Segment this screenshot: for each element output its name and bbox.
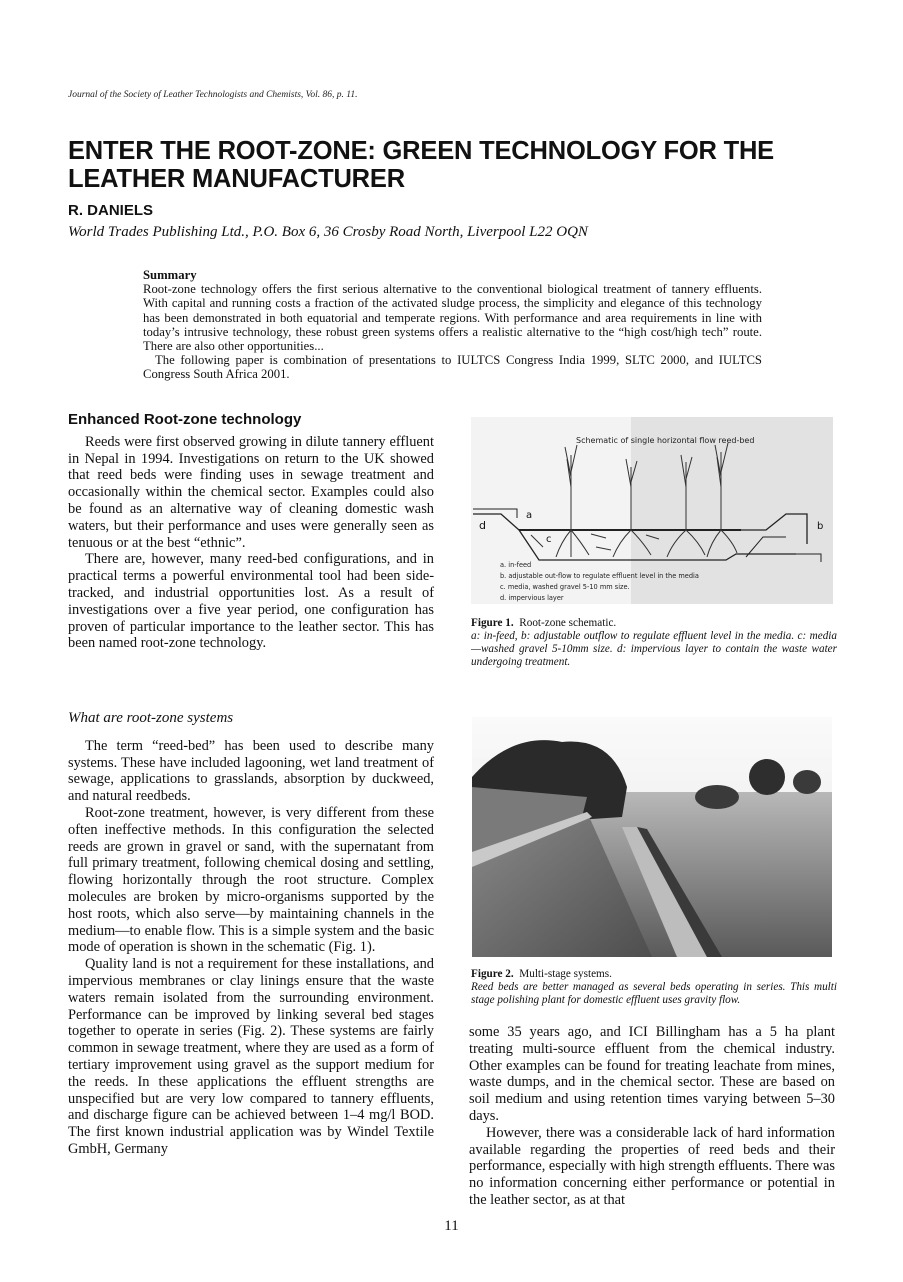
author-name: R. DANIELS <box>68 202 154 219</box>
journal-citation: Journal of the Society of Leather Technologists and Chemists, Vol. 86, p. 11. <box>68 90 358 100</box>
figure-2-caption <box>471 968 837 1007</box>
legend-item: b. adjustable out-flow to regulate effluent level in the media <box>500 572 699 580</box>
page-number: 11 <box>444 1218 459 1234</box>
left-column-section2 <box>68 710 434 1158</box>
section-heading-enhanced-root-zone: Enhanced Root-zone technology <box>68 411 302 428</box>
figure-description: Reed beds are better managed as several beds operating in series. This multi stage polishing plant for domestic effluent uses gravity flow. <box>471 981 837 1006</box>
svg-text:b: b <box>817 521 824 532</box>
reed-bed-landscape-photo <box>472 717 832 957</box>
figure-label: Figure 2. <box>471 968 514 980</box>
summary-paragraph: The following paper is combination of presentations to IULTCS Congress India 1999, SLTC 2000, and IULTCS Congress South Africa 2001. <box>143 353 762 382</box>
legend-item: d. impervious layer <box>500 594 564 602</box>
legend-item: c. media, washed gravel 5-10 mm size. <box>500 583 630 591</box>
figure-label: Figure 1. <box>471 617 514 629</box>
body-paragraph: Quality land is not a requirement for these installations, and impervious membranes or clay linings ensure that the waste waters remain isolated from the surrounding environment. Performance can be improved by linking several bed stages together to operate in series (Fig. 2). These systems are fairly common in sewage treatment, where they are used as a form of tertiary improvement using gravel as the support medium for the reeds. In these applications the effluent strengths are unspecified but are very low compared to tannery effluents, and discharge figure can be achieved between 1–4 mg/l BOD. The first known industrial application was by Windel Textile GmbH, Germany <box>68 956 434 1157</box>
svg-text:c: c <box>546 534 552 545</box>
body-paragraph: The term “reed-bed” has been used to describe many systems. These have included lagooning, wet land treatment of sewage, applications to grasslands, absorption by duckweed, and natural reedbeds. <box>68 737 434 805</box>
body-paragraph: Reeds were first observed growing in dilute tannery effluent in Nepal in 1994. Investigations on return to the UK showed that reed beds were finding uses in sewage treatment and occasionally within the chemical sector. Examples could also be found as an alternative way of cleaning domestic wash waters, but their performance and uses were generally seen as tenuous or at the best “ethnic”. <box>68 433 434 551</box>
section-heading-what-are-root-zone: What are root-zone systems <box>68 710 234 726</box>
figure-2-photo <box>472 717 832 957</box>
summary-block <box>143 268 762 382</box>
author-affiliation: World Trades Publishing Ltd., P.O. Box 6, 36 Crosby Road North, Liverpool L22 OQN <box>68 224 588 240</box>
svg-text:a: a <box>526 510 533 521</box>
left-column-section1 <box>68 412 434 652</box>
body-paragraph: There are, however, many reed-bed configurations, and in practical terms a powerful environmental tool had been side-tracked, and industrial opportunities lost. As a result of investigations over a five year period, one configuration has proven of particular importance to the leather sector. This has been named root-zone technology. <box>68 551 434 652</box>
summary-heading: Summary <box>143 268 197 282</box>
article-title: ENTER THE ROOT-ZONE: GREEN TECHNOLOGY FOR THE LEATHER MANUFACTURER <box>68 137 774 193</box>
figure-title: Multi-stage systems. <box>519 968 612 980</box>
body-paragraph: Root-zone treatment, however, is very different from these often ineffective methods. In this configuration the selected reeds are grown in gravel or sand, with the supernatant from full primary treatment, following chemical dosing and settling, flowing horizontally through the root structure. Complex molecules are broken by micro-organisms supported by the host roots, which also serve—by maintaining channels in the medium—to enable flow. This is a simple system and the basic mode of operation is shown in the schematic (Fig. 1). <box>68 804 434 956</box>
body-paragraph: However, there was a considerable lack of hard information available regarding the properties of reed beds and their performance, especially with high strength effluents. There was no information concerning either performance or potential in the leather sector, as at that <box>469 1124 835 1208</box>
right-column-text <box>469 1024 835 1209</box>
body-paragraph: some 35 years ago, and ICI Billingham has a 5 ha plant treating multi-source effluent from the chemical industry. Other examples can be found for treating leachate from mines, waste dumps, and in the chemical sector. These are based on soil medium and using retention times varying between 5–30 days. <box>469 1024 835 1124</box>
figure-description: a: in-feed, b: adjustable outflow to regulate effluent level in the media. c: media—washed gravel 5-10mm size. d: impervious layer to contain the waste water undergoing treatment. <box>471 630 837 668</box>
figure-1-schematic <box>471 417 833 604</box>
figure-title: Root-zone schematic. <box>519 617 617 629</box>
schematic-title: Schematic of single horizontal flow reed-bed <box>576 436 755 445</box>
legend-item: a. in-feed <box>500 561 532 569</box>
svg-text:d: d <box>479 519 486 532</box>
reed-bed-schematic-diagram <box>471 417 833 604</box>
summary-paragraph: Root-zone technology offers the first serious alternative to the conventional biological treatment of tannery effluents. With capital and running costs a fraction of the activated sludge process, the simplicity and elegance of this technology has been demonstrated in both equatorial and temperate regions. With performance and area requirements in line with today’s intrusive technology, these robust green systems offers a realistic alternative to the “high cost/high tech” route. There are also other opportunities... <box>143 282 762 354</box>
figure-1-caption <box>471 617 837 669</box>
